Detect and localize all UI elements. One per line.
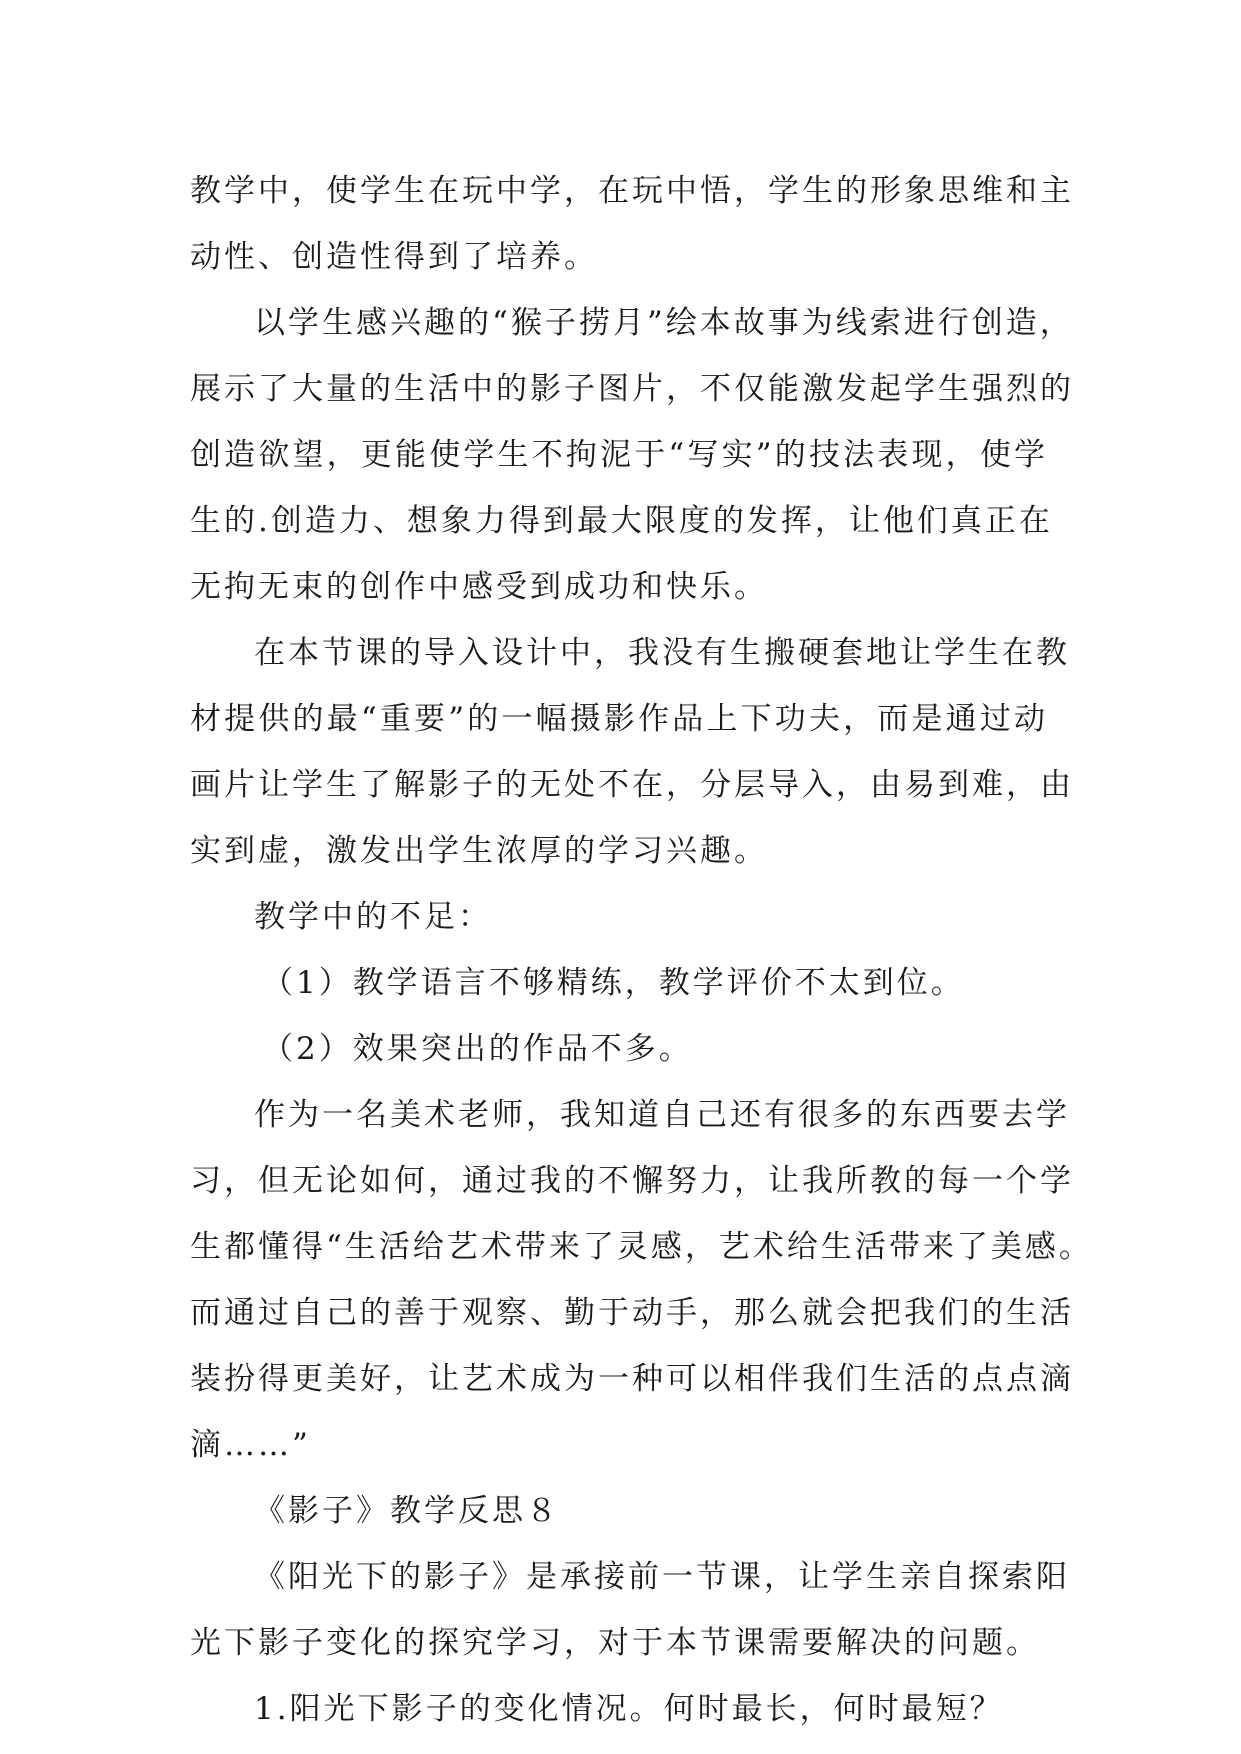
paragraph-line: 材提供的最“重要”的一幅摄影作品上下功夫，而是通过动 — [190, 701, 1048, 737]
paragraph-line: 而通过自己的善于观察、勤于动手，那么就会把我们的生活 — [190, 1295, 1074, 1331]
list-item: （1）教学语言不够精练，教学评价不太到位。 — [262, 965, 965, 1001]
paragraph-line: 无拘无束的创作中感受到成功和快乐。 — [190, 569, 768, 605]
paragraph-line: 滴……” — [190, 1427, 311, 1463]
paragraph-line: 《阳光下的影子》是承接前一节课，让学生亲自探索阳 — [254, 1559, 1070, 1595]
paragraph-line: 以学生感兴趣的“猴子捞月”绘本故事为线索进行创造， — [254, 305, 1074, 341]
paragraph-line: 生都懂得“生活给艺术带来了灵感，艺术给生活带来了美感。 — [190, 1229, 1093, 1265]
section-label: 教学中的不足： — [254, 899, 492, 935]
paragraph-line: 教学中，使学生在玩中学，在玩中悟，学生的形象思维和主 — [190, 173, 1074, 209]
paragraph-line: 在本节课的导入设计中，我没有生搬硬套地让学生在教 — [254, 635, 1070, 671]
paragraph-line: 装扮得更美好，让艺术成为一种可以相伴我们生活的点点滴 — [190, 1361, 1074, 1397]
paragraph-line: 画片让学生了解影子的无处不在，分层导入，由易到难，由 — [190, 767, 1074, 803]
paragraph-line: 习，但无论如何，通过我的不懈努力，让我所教的每一个学 — [190, 1163, 1074, 1199]
paragraph-line: 动性、创造性得到了培养。 — [190, 239, 598, 275]
paragraph-line: 实到虚，激发出学生浓厚的学习兴趣。 — [190, 833, 768, 869]
paragraph-line: 作为一名美术老师，我知道自己还有很多的东西要去学 — [254, 1097, 1070, 1133]
list-item: 1.阳光下影子的变化情况。何时最长，何时最短？ — [254, 1691, 1004, 1727]
paragraph-line: 生的.创造力、想象力得到最大限度的发挥，让他们真正在 — [190, 503, 1053, 539]
paragraph-line: 展示了大量的生活中的影子图片，不仅能激发起学生强烈的 — [190, 371, 1074, 407]
list-item: （2）效果突出的作品不多。 — [262, 1031, 693, 1067]
section-heading: 《影子》教学反思８ — [254, 1493, 560, 1529]
paragraph-line: 光下影子变化的探究学习，对于本节课需要解决的问题。 — [190, 1625, 1040, 1661]
paragraph-line: 创造欲望，更能使学生不拘泥于“写实”的技法表现，使学 — [190, 437, 1048, 473]
document-body — [190, 158, 1093, 1742]
